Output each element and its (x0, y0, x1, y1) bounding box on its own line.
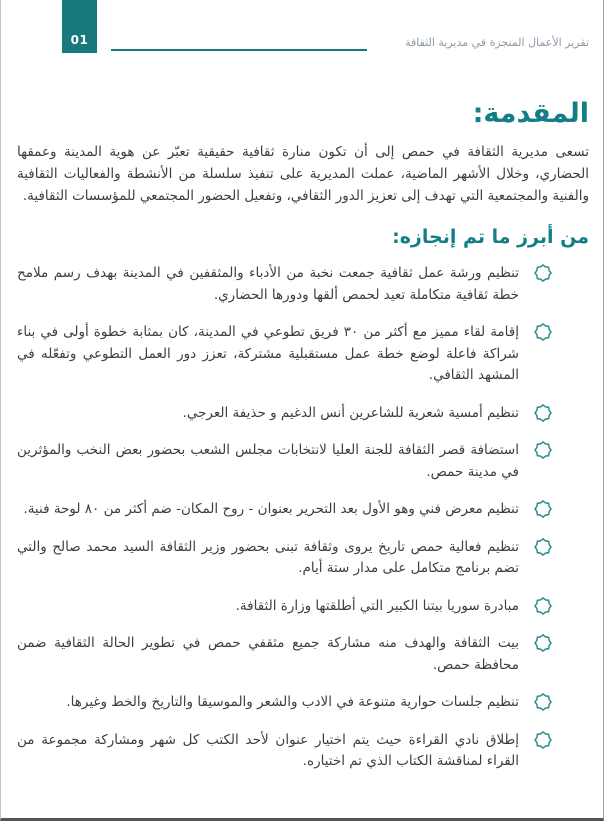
intro-paragraph: تسعى مديرية الثقافة في حمص إلى أن تكون منارة ثقافية حقيقية تعبّر عن هوية المدينة وعمقها الحضاري، وخلال الأشهر الماضية، عملت المديرية على تنفيذ سلسلة من الأنشطة والفعاليات الثقافية والفنية والمجتمعية التي تهدف إلى تعزيز الدور الثقافي، وتفعيل الحضور المجتمعي للمؤسسات الثقافية. (17, 143, 589, 204)
list-item (17, 322, 589, 387)
achievement-text: إقامة لقاء مميز مع أكثر من ٣٠ فريق تطوعي في المدينة، كان بمثابة خطوة أولى في بناء شراكة فاعلة لوضع خطة عمل مستقبلية مشتركة، تعزز دور العمل التطوعي وتفعّله في المشهد الثقافي. (17, 324, 519, 384)
achievement-text: تنظيم فعالية حمص تاريخ يروى وثقافة تبنى بحضور وزير الثقافة السيد محمد صالح والتي تضم برنامج متكامل على مدار ستة أيام. (17, 538, 519, 577)
header-rule (111, 49, 367, 51)
achievements-list (17, 263, 589, 773)
page-number-tab (62, 0, 97, 53)
list-item (17, 440, 589, 483)
achievement-text: بيت الثقافة والهدف منه مشاركة جميع مثقفي حمص في تطوير الحالة الثقافية ضمن محافظة حمص. (17, 635, 519, 673)
eight-pointed-star-icon (534, 404, 552, 422)
eight-pointed-star-icon (534, 500, 552, 518)
eight-pointed-star-icon (534, 264, 552, 282)
achievement-text: تنظيم أمسية شعرية للشاعرين أنس الدغيم و حذيفة العرجي. (182, 404, 519, 421)
page-content (17, 97, 589, 789)
eight-pointed-star-icon (534, 538, 552, 556)
eight-pointed-star-icon (534, 323, 552, 341)
intro-section-title: المقدمة: (472, 98, 589, 129)
list-item (17, 730, 589, 773)
list-item (17, 692, 589, 714)
list-item (17, 537, 589, 580)
eight-pointed-star-icon (534, 441, 552, 459)
achievement-text: تنظيم جلسات حوارية متنوعة في الادب والشعر والموسيقا والتاريخ والخط وغيرها. (66, 694, 519, 711)
achievement-text: تنظيم ورشة عمل ثقافية جمعت نخبة من الأدباء والمثقفين في المدينة بهدف رسم ملامح خطة ثقافية متكاملة تعيد لحمص ألقها ودورها الحضاري. (17, 265, 519, 303)
eight-pointed-star-icon (534, 597, 552, 615)
achievement-text: تنظيم معرض فني وهو الأول بعد التحرير بعنوان - روح المكان- ضم أكثر من ٨٠ لوحة فنية. (23, 501, 519, 518)
list-item (17, 633, 589, 676)
list-item (17, 596, 589, 618)
achievement-text: إطلاق نادي القراءة حيث يتم اختيار عنوان لأحد الكتب كل شهر ومشاركة مجموعة من القراء لمناقشة الكتاب الذي تم اختياره. (17, 731, 519, 770)
header-title: تقرير الأعمال المنجزة في مديرية الثقافة (405, 36, 589, 49)
eight-pointed-star-icon (534, 731, 552, 749)
page-number: 01 (70, 33, 89, 47)
achievements-section-title: من أبرز ما تم إنجازه: (392, 225, 589, 248)
list-item (17, 263, 589, 306)
list-item (17, 403, 589, 425)
eight-pointed-star-icon (534, 634, 552, 652)
eight-pointed-star-icon (534, 693, 552, 711)
achievement-text: استضافة قصر الثقافة للجنة العليا لانتخابات مجلس الشعب بحضور بعض النخب والمؤثرين في مدينة حمص. (17, 442, 519, 480)
list-item (17, 499, 589, 521)
achievement-text: مبادرة سوريا بيتنا الكبير التي أطلقتها وزارة الثقافة. (235, 597, 519, 614)
